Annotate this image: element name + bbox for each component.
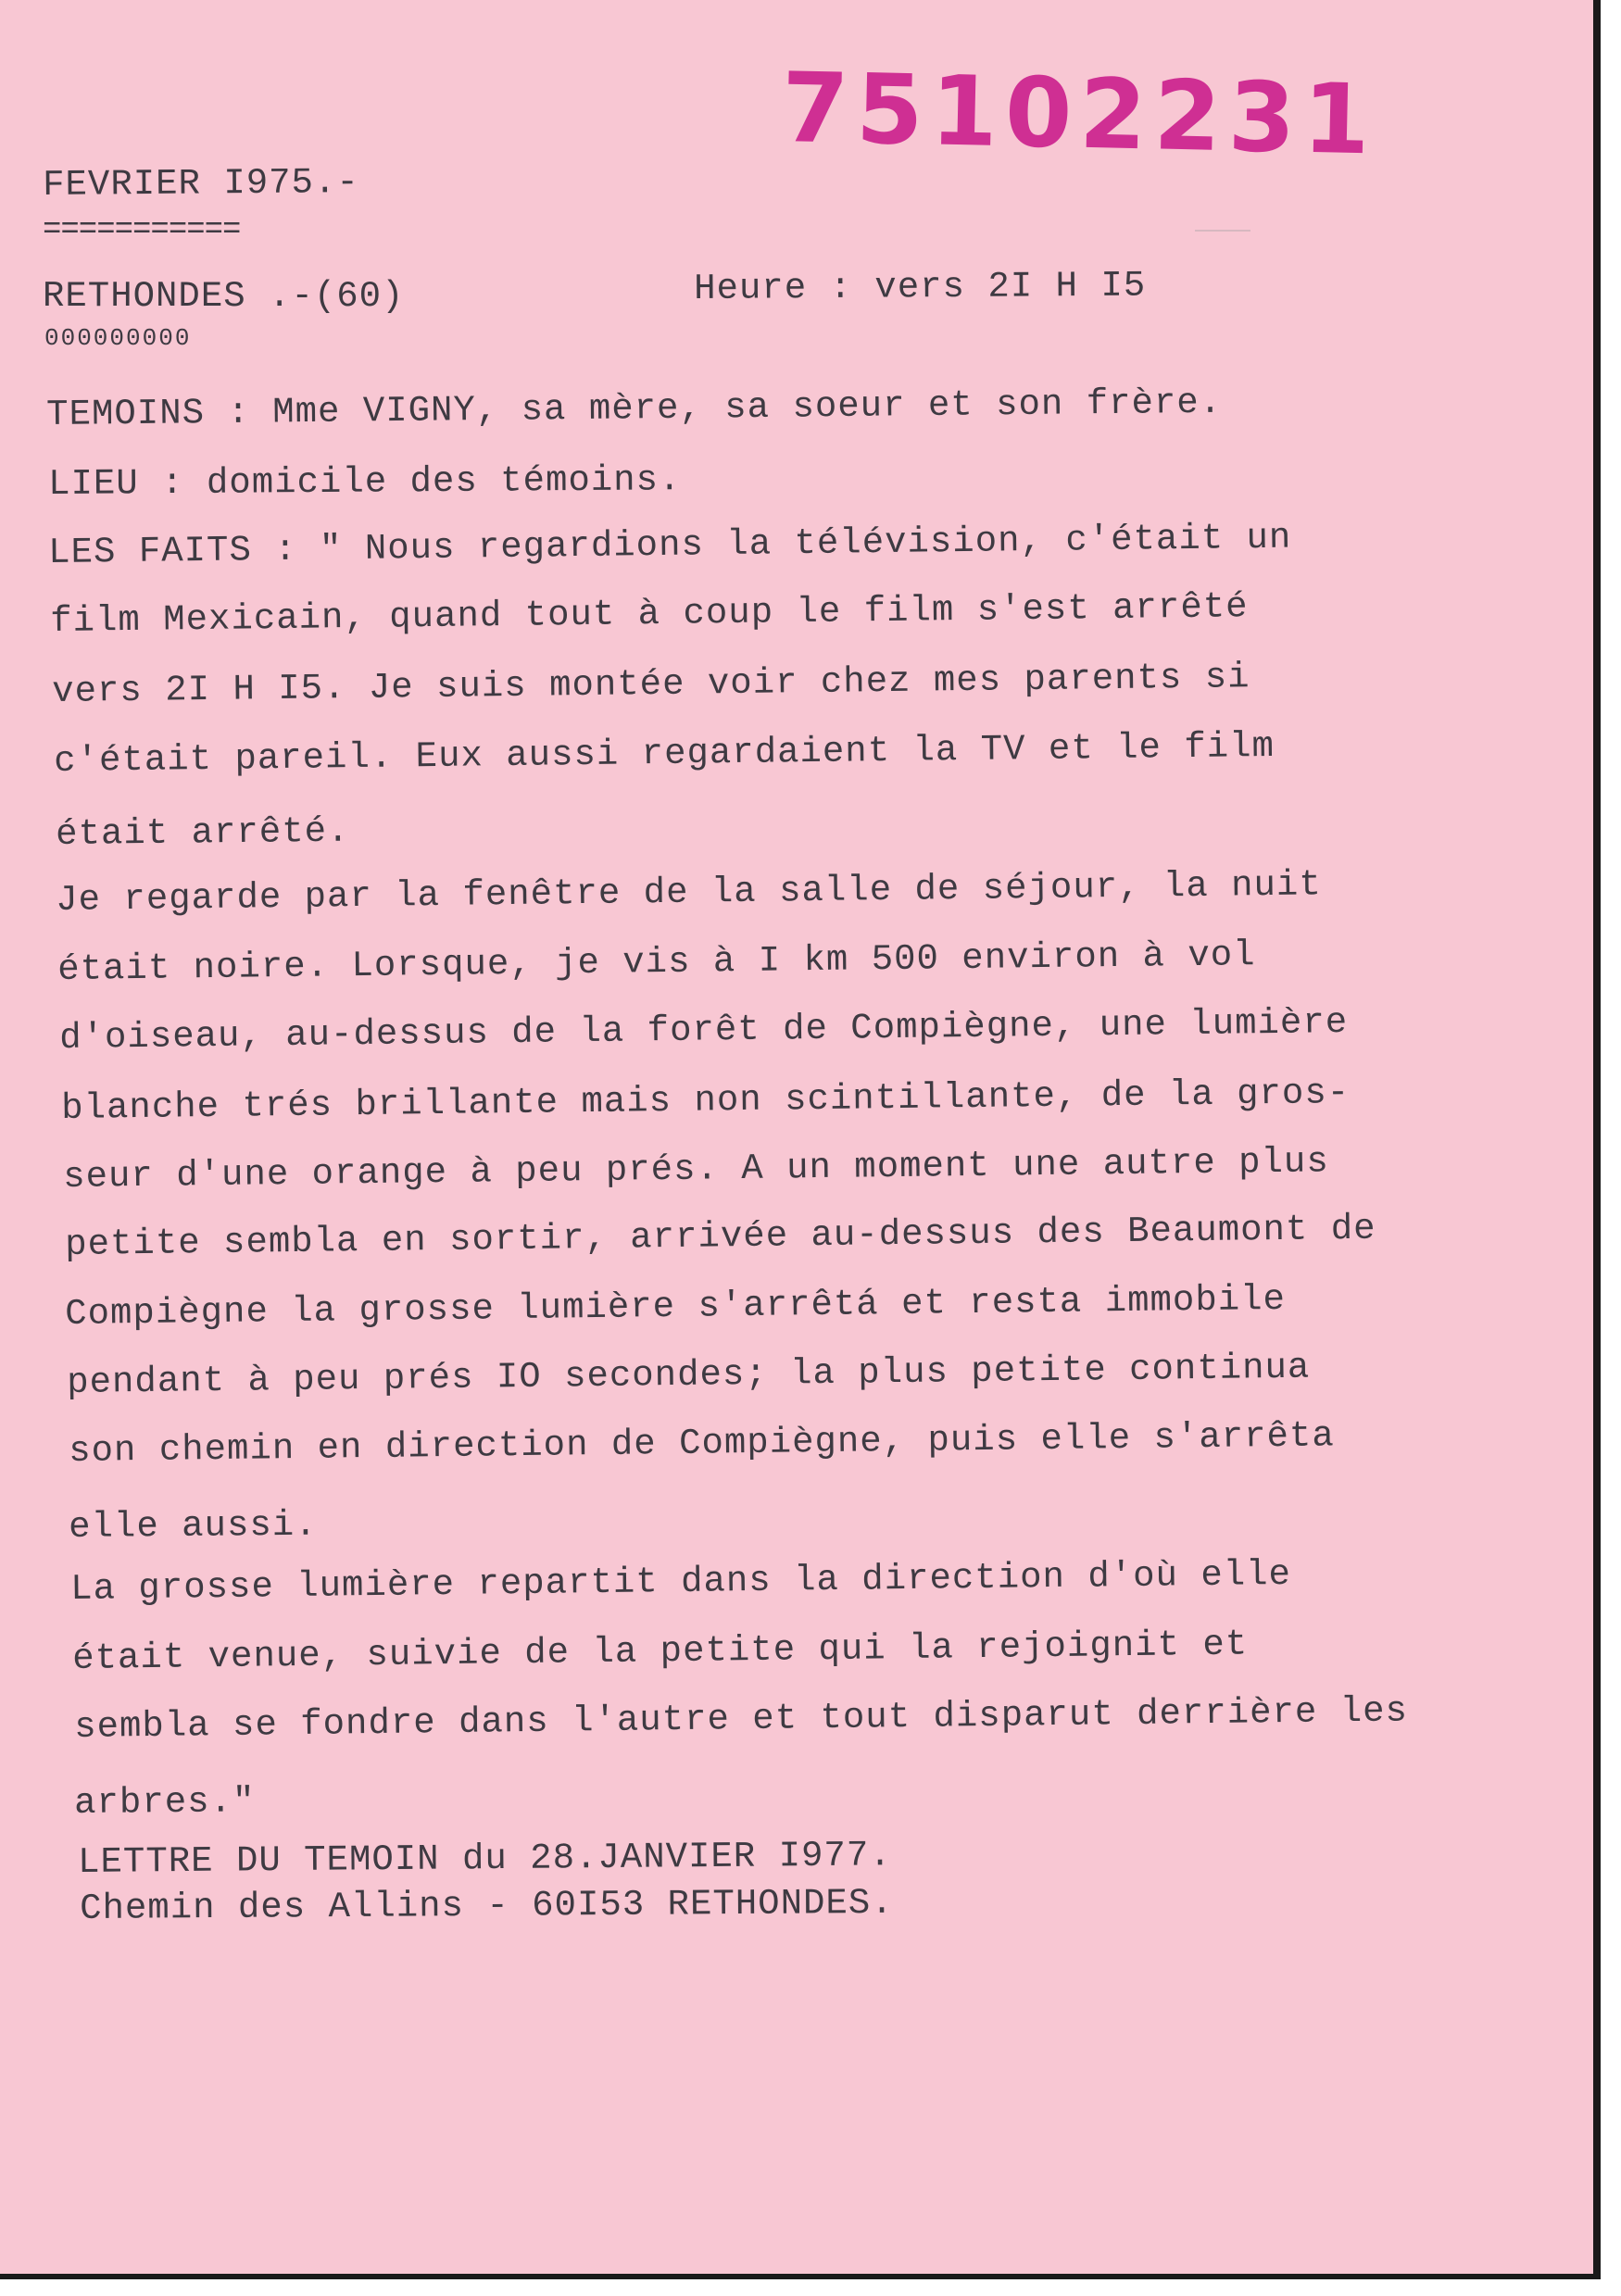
body-line: pendant à peu prés IO secondes; la plus petite continua [66,1347,1311,1403]
body-line: était arrêté. [55,810,350,855]
body-line: vers 2I H I5. Je suis montée voir chez mes parents si [51,657,1250,712]
body-line: c'était pareil. Eux aussi regardaient la TV et le film [53,725,1275,782]
location-heading: RETHONDES .-(60) [43,276,405,317]
body-line: d'oiseau, au-dessus de la forêt de Compiègne, une lumière [58,1002,1349,1059]
place-line: LIEU : domicile des témoins. [47,459,682,505]
location-underline: 000000000 [44,324,192,352]
report-date-underline: =========== [43,213,241,248]
body-line: Compiègne la grosse lumière s'arrêtá et resta immobile [64,1278,1287,1335]
witness-letter-line: LETTRE DU TEMOIN du 28.JANVIER I977. [77,1835,892,1883]
witnesses-line: TEMOINS : Mme VIGNY, sa mère, sa soeur et son frère. [45,382,1223,435]
body-line: film Mexicain, quand tout à coup le film s'est arrêté [49,586,1249,642]
body-line: La grosse lumière repartit dans la direction d'où elle [69,1553,1292,1610]
document-number-stamp: 75102231 [780,51,1378,177]
body-line: seur d'une orange à peu prés. A un moment une autre plus [62,1141,1330,1198]
body-line: Je regarde par la fenêtre de la salle de séjour, la nuit [55,864,1323,921]
time-heading: Heure : vers 2I H I5 [693,265,1147,309]
body-line: son chemin en direction de Compiègne, puis elle s'arrêta [68,1415,1336,1472]
body-line: était venue, suivie de la petite qui la rejoignit et [71,1624,1249,1679]
body-line: sembla se fondre dans l'autre et tout disparut derrière les [73,1690,1409,1748]
body-line: arbres." [73,1781,256,1824]
witness-address-line: Chemin des Allins - 60I53 RETHONDES. [79,1882,894,1929]
body-line: LES FAITS : " Nous regardions la télévision, c'était un [47,517,1292,573]
body-line: elle aussi. [68,1504,318,1548]
body-line: était noire. Lorsque, je vis à I km 500 environ à vol [57,935,1256,990]
stamp-underline-mark [1195,230,1250,232]
body-line: blanche trés brillante mais non scintillante, de la gros- [60,1073,1351,1129]
report-date: FEVRIER I975.- [42,162,360,206]
body-line: petite sembla en sortir, arrivée au-dessus des Beaumont de [64,1208,1376,1265]
